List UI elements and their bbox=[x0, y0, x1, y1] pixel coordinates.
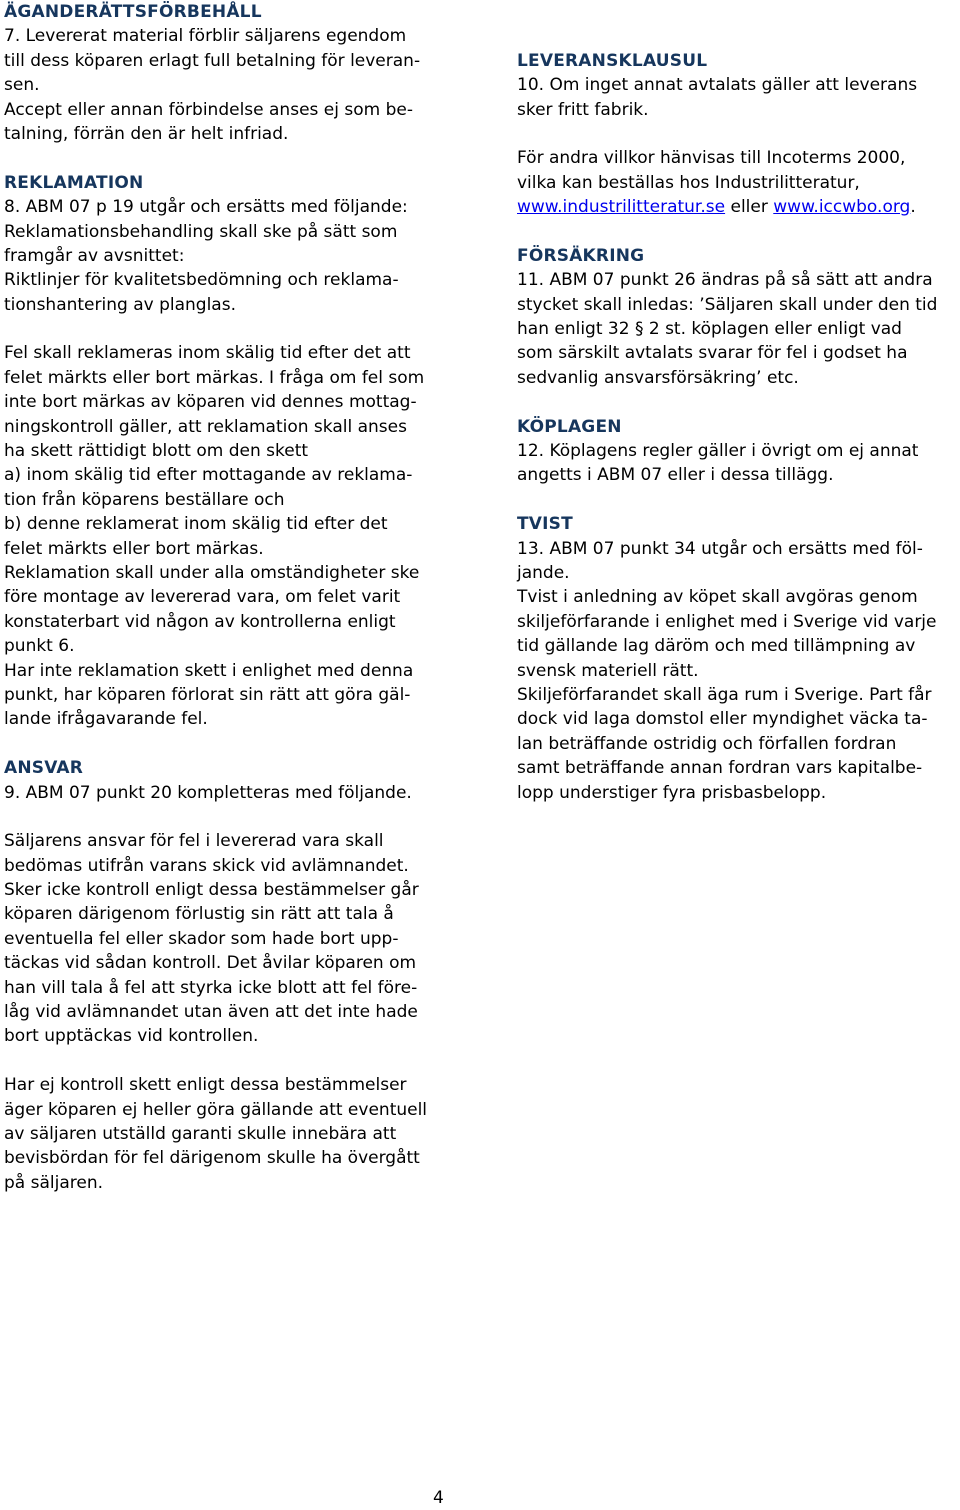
text-line: lopp understiger fyra prisbasbelopp. bbox=[517, 782, 827, 803]
paragraph-ansvar-intro bbox=[4, 781, 452, 805]
text-line: äger köparen ej heller göra gällande att eventuell bbox=[4, 1099, 428, 1120]
text-line: Fel skall reklameras inom skälig tid efter det att bbox=[4, 343, 411, 364]
text-line: lan beträffande ostridig och förfallen fordran bbox=[517, 733, 897, 754]
text-line: 11. ABM 07 punkt 26 ändras på så sätt att andra bbox=[517, 270, 933, 291]
paragraph-tvist bbox=[517, 537, 959, 805]
text-line: Har ej kontroll skett enligt dessa bestämmelser bbox=[4, 1075, 407, 1096]
paragraph-incoterms bbox=[517, 146, 959, 195]
text-line: jande. bbox=[517, 563, 570, 583]
text-line: till dess köparen erlagt full betalning för leveran- bbox=[4, 50, 421, 71]
text-line: konstaterbart vid någon av kontrollerna enligt bbox=[4, 611, 396, 632]
text-line: bevisbördan för fel därigenom skulle ha övergått bbox=[4, 1148, 420, 1169]
text-line: b) denne reklamerat inom skälig tid efter det bbox=[4, 514, 388, 535]
text-line: tion från köparens beställare och bbox=[4, 489, 285, 510]
text-line: stycket skall inledas: ’Säljaren skall under den tid bbox=[517, 294, 938, 315]
text-line: Säljarens ansvar för fel i levererad vara skall bbox=[4, 831, 384, 852]
spacer bbox=[517, 390, 959, 414]
paragraph-aganderatt bbox=[4, 24, 452, 146]
text-line: täckas vid sådan kontroll. Det åvilar köparen om bbox=[4, 953, 417, 974]
text-line: sen. bbox=[4, 75, 40, 96]
text-line: 8. ABM 07 p 19 utgår och ersätts med följande: bbox=[4, 197, 408, 218]
links-line bbox=[517, 195, 959, 219]
text-line: som särskilt avtalats svarar för fel i godset ha bbox=[517, 343, 908, 364]
text-line: Riktlinjer för kvalitetsbedömning och reklama- bbox=[4, 270, 399, 291]
text-line: talning, förrän den är helt infriad. bbox=[4, 123, 289, 144]
text-line: felet märkts eller bort märkas. I fråga om fel som bbox=[4, 367, 425, 388]
text-line: För andra villkor hänvisas till Incoterms 2000, bbox=[517, 148, 906, 169]
text-line: svensk materiell rätt. bbox=[517, 660, 699, 681]
spacer bbox=[4, 146, 452, 170]
text-line: av säljaren utställd garanti skulle innebära att bbox=[4, 1123, 397, 1144]
text-line: angetts i ABM 07 eller i dessa tillägg. bbox=[517, 465, 834, 486]
text-line: 9. ABM 07 punkt 20 kompletteras med följande. bbox=[4, 782, 412, 803]
heading-leveransklausul: LEVERANSKLAUSUL bbox=[517, 50, 708, 71]
text-line: Har inte reklamation skett i enlighet med denna bbox=[4, 660, 414, 681]
link-end: . bbox=[910, 197, 916, 218]
text-line: samt beträffande annan fordran vars kapitalbe- bbox=[517, 758, 923, 779]
spacer bbox=[517, 122, 959, 146]
paragraph-ansvar-garanti bbox=[4, 1073, 452, 1195]
text-line: framgår av avsnittet: bbox=[4, 245, 185, 266]
link-industrilitteratur[interactable]: www.industrilitteratur.se bbox=[517, 197, 726, 218]
text-line: bort upptäckas vid kontrollen. bbox=[4, 1026, 259, 1047]
text-line: tid gällande lag däröm och med tillämpning av bbox=[517, 636, 916, 657]
text-line: felet märkts eller bort märkas. bbox=[4, 538, 264, 559]
spacer bbox=[4, 805, 452, 829]
text-line: sker fritt fabrik. bbox=[517, 99, 649, 120]
text-line: dock vid laga domstol eller myndighet väcka ta- bbox=[517, 709, 928, 730]
text-line: Reklamationsbehandling skall ske på sätt som bbox=[4, 221, 398, 242]
right-column bbox=[517, 49, 959, 805]
text-line: före montage av levererad vara, om felet varit bbox=[4, 587, 401, 608]
text-line: 7. Levererat material förblir säljarens egendom bbox=[4, 26, 407, 47]
text-line: ningskontroll gäller, att reklamation skall anses bbox=[4, 416, 407, 437]
spacer bbox=[517, 488, 959, 512]
text-line: tionshantering av planglas. bbox=[4, 294, 236, 315]
text-line: han vill tala å fel att styrka icke blott att fel före- bbox=[4, 977, 418, 998]
left-column bbox=[4, 0, 452, 1195]
text-line: Accept eller annan förbindelse anses ej som be- bbox=[4, 99, 413, 120]
heading-reklamation: REKLAMATION bbox=[4, 172, 144, 193]
text-line: 10. Om inget annat avtalats gäller att leverans bbox=[517, 75, 918, 96]
paragraph-ansvar-body bbox=[4, 829, 452, 1049]
page-number: 4 bbox=[433, 1488, 444, 1508]
text-line: han enligt 32 § 2 st. köplagen eller enligt vad bbox=[517, 319, 902, 340]
spacer bbox=[517, 220, 959, 244]
text-line: punkt, har köparen förlorat sin rätt att göra gäl- bbox=[4, 684, 411, 705]
text-line: sedvanlig ansvarsförsäkring’ etc. bbox=[517, 367, 799, 388]
heading-koplagen: KÖPLAGEN bbox=[517, 416, 622, 437]
paragraph-reklamation-body bbox=[4, 341, 452, 731]
spacer bbox=[4, 1049, 452, 1073]
spacer bbox=[4, 317, 452, 341]
paragraph-forsakring bbox=[517, 268, 959, 390]
text-line: Tvist i anledning av köpet skall avgöras genom bbox=[517, 587, 918, 608]
text-line: på säljaren. bbox=[4, 1172, 104, 1193]
text-line: 12. Köplagens regler gäller i övrigt om ej annat bbox=[517, 441, 919, 462]
heading-forsakring: FÖRSÄKRING bbox=[517, 245, 645, 266]
text-line: köparen därigenom förlustig sin rätt att tala å bbox=[4, 904, 394, 925]
heading-aganderattsforbehall: ÄGANDERÄTTSFÖRBEHÅLL bbox=[4, 2, 262, 22]
paragraph-koplagen bbox=[517, 439, 959, 488]
text-line: Reklamation skall under alla omständigheter ske bbox=[4, 562, 420, 583]
link-separator: eller bbox=[725, 197, 774, 218]
text-line: lande ifrågavarande fel. bbox=[4, 709, 208, 730]
heading-tvist: TVIST bbox=[517, 514, 573, 535]
text-line: a) inom skälig tid efter mottagande av reklama- bbox=[4, 465, 413, 486]
text-line: eventuella fel eller skador som hade bort upp- bbox=[4, 928, 399, 949]
text-line: vilka kan beställas hos Industrilitteratur, bbox=[517, 172, 860, 193]
paragraph-reklamation-intro bbox=[4, 195, 452, 317]
link-iccwbo[interactable]: www.iccwbo.org bbox=[773, 197, 911, 218]
text-line: skiljeförfarande i enlighet med i Sverige vid varje bbox=[517, 611, 937, 632]
text-line: 13. ABM 07 punkt 34 utgår och ersätts med föl- bbox=[517, 538, 923, 559]
paragraph-leverans bbox=[517, 73, 959, 122]
text-line: låg vid avlämnandet utan även att det inte hade bbox=[4, 1002, 418, 1023]
heading-ansvar: ANSVAR bbox=[4, 758, 84, 779]
text-line: punkt 6. bbox=[4, 636, 75, 657]
text-line: ha skett rättidigt blott om den skett bbox=[4, 441, 309, 462]
text-line: Sker icke kontroll enligt dessa bestämmelser går bbox=[4, 880, 419, 901]
text-line: inte bort märkas av köparen vid dennes mottag- bbox=[4, 392, 417, 413]
text-line: Skiljeförfarandet skall äga rum i Sverige. Part får bbox=[517, 684, 932, 705]
text-line: bedömas utifrån varans skick vid avlämnandet. bbox=[4, 855, 409, 876]
spacer bbox=[4, 732, 452, 756]
